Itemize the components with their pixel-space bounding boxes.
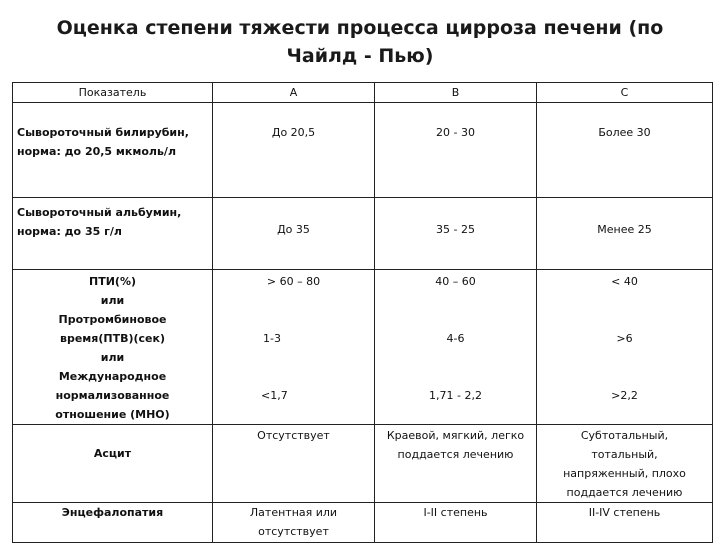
albumin-a-value: До 35	[277, 223, 310, 236]
pti-c	[537, 270, 713, 425]
param-pti	[13, 270, 213, 425]
pti-a-value-3: <1,7	[261, 389, 288, 402]
param-pti-line-8: отношение (МНО)	[55, 408, 170, 421]
ascites-c	[537, 425, 713, 503]
pti-c-value-1: < 40	[611, 275, 638, 288]
albumin-b	[375, 198, 537, 270]
header-class-a: А	[213, 83, 375, 103]
header-class-c: С	[537, 83, 713, 103]
pti-a-value-2: 1-3	[263, 332, 281, 345]
bilirubin-c-value: Более 30	[598, 126, 651, 139]
albumin-c	[537, 198, 713, 270]
encephalopathy-b	[375, 503, 537, 543]
pti-b	[375, 270, 537, 425]
albumin-a	[213, 198, 375, 270]
page-title: Оценка степени тяжести процесса цирроза печени (по Чайлд - Пью)	[56, 17, 664, 67]
pti-b-value-2: 4-6	[446, 332, 465, 345]
header-class-b: В	[375, 83, 537, 103]
header-row	[13, 83, 713, 103]
ascites-c-line-3: напряженный, плохо	[563, 467, 686, 480]
param-albumin	[13, 198, 213, 270]
row-ascites	[13, 425, 713, 503]
encephalopathy-a	[213, 503, 375, 543]
albumin-b-value: 35 - 25	[436, 223, 475, 236]
encephalopathy-a-line-2: отсутствует	[258, 525, 329, 538]
encephalopathy-c	[537, 503, 713, 543]
param-pti-line-1: ПТИ(%)	[89, 275, 136, 288]
param-bilirubin-line-2: норма: до 20,5 мкмоль/л	[17, 145, 177, 158]
header-parameter: Показатель	[13, 83, 213, 103]
row-albumin	[13, 198, 713, 270]
param-pti-line-5: или	[100, 351, 125, 364]
ascites-a	[213, 425, 375, 503]
ascites-c-line-1: Субтотальный,	[580, 429, 669, 442]
pti-b-value-1: 40 – 60	[435, 275, 476, 288]
row-pti	[13, 270, 713, 425]
param-pti-line-6: Международное	[58, 370, 167, 383]
param-encephalopathy	[13, 503, 213, 543]
param-ascites-label: Асцит	[93, 447, 132, 460]
param-ascites	[13, 425, 213, 503]
pti-c-value-3: >2,2	[611, 389, 638, 402]
encephalopathy-a-line-1: Латентная или	[249, 506, 338, 519]
encephalopathy-b-value: I-II степень	[423, 506, 488, 519]
param-pti-line-4: время(ПТВ)(сек)	[60, 332, 165, 345]
bilirubin-b-value: 20 - 30	[436, 126, 475, 139]
ascites-b-line-2: поддается лечению	[397, 448, 514, 461]
ascites-b	[375, 425, 537, 503]
row-bilirubin	[13, 103, 713, 198]
pti-c-value-2: >6	[616, 332, 633, 345]
param-pti-line-3: Протромбиновое	[58, 313, 167, 326]
param-pti-line-7: нормализованное	[55, 389, 170, 402]
param-bilirubin-line-1: Сывороточный билирубин,	[17, 126, 189, 139]
pti-b-value-3: 1,71 - 2,2	[429, 389, 482, 402]
child-pugh-table	[12, 82, 713, 543]
bilirubin-b	[375, 103, 537, 198]
param-encephalopathy-label: Энцефалопатия	[61, 506, 164, 519]
ascites-c-line-2: тотальный,	[591, 448, 658, 461]
ascites-a-value: Отсутствует	[257, 429, 330, 442]
ascites-c-line-4: поддается лечению	[566, 486, 683, 499]
pti-a-value-1: > 60 – 80	[266, 275, 321, 288]
param-albumin-line-2: норма: до 35 г/л	[17, 225, 122, 238]
ascites-b-line-1: Краевой, мягкий, легко	[386, 429, 525, 442]
bilirubin-a-value: До 20,5	[271, 126, 316, 139]
param-albumin-line-1: Сывороточный альбумин,	[17, 206, 182, 219]
row-encephalopathy	[13, 503, 713, 543]
albumin-c-value: Менее 25	[597, 223, 652, 236]
param-pti-line-2: или	[100, 294, 125, 307]
pti-a	[213, 270, 375, 425]
param-bilirubin	[13, 103, 213, 198]
encephalopathy-c-value: II-IV степень	[588, 506, 661, 519]
bilirubin-c	[537, 103, 713, 198]
bilirubin-a	[213, 103, 375, 198]
